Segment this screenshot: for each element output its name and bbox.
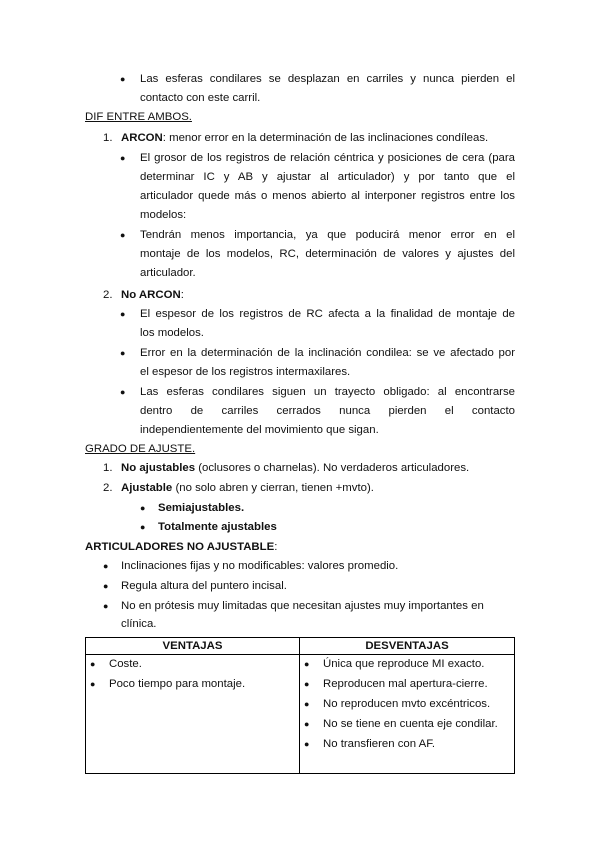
- grado-number-1: 1.: [103, 462, 113, 474]
- grado-item-2: Ajustable (no solo abren y cierran, tienen +mvto).: [121, 482, 374, 494]
- no-ajust-heading: ARTICULADORES NO AJUSTABLE:: [85, 541, 278, 553]
- bullet-dot: ●: [140, 522, 146, 532]
- ventaja-item: Coste.: [109, 658, 142, 670]
- arcon-b1-l3: articulador quede más o menos abierto al interponer registros entre los: [140, 190, 515, 202]
- arcon-b1-l2: determinar IC y AB y ajustar al articulador) y por tanto que el: [140, 171, 515, 183]
- no-arcon-b3-l2: dentro de carriles cerrados nunca pierden el contacto: [140, 405, 515, 417]
- no-ajust-b3-l1: No en prótesis muy limitadas que necesitan ajustes muy importantes en: [121, 600, 484, 612]
- bullet-dot: ●: [304, 719, 310, 729]
- no-arcon-b3-l1: Las esferas condilares siguen un trayecto obligado: al encontrarse: [140, 386, 515, 398]
- desventaja-item: No transfieren con AF.: [323, 738, 436, 750]
- arcon-b1-l1: El grosor de los registros de relación céntrica y posiciones de cera (para: [140, 152, 515, 164]
- no-arcon-item: No ARCON:: [121, 289, 184, 301]
- grado-sub-2: Totalmente ajustables: [158, 521, 277, 533]
- arcon-b2-l2: montaje de los modelos, RC, determinación de valores y ajustes del: [140, 248, 515, 260]
- arcon-b1-l4: modelos:: [140, 209, 187, 221]
- bullet-dot: ●: [120, 74, 126, 84]
- no-arcon-b1-l1: El espesor de los registros de RC afecta a la finalidad de montaje de: [140, 308, 515, 320]
- grado-item-1: No ajustables (oclusores o charnelas). No verdaderos articuladores.: [121, 462, 470, 474]
- bullet-dot: ●: [120, 387, 126, 397]
- arcon-b2-l3: articulador.: [140, 267, 196, 279]
- bullet-dot: ●: [120, 230, 126, 240]
- dif-heading: DIF ENTRE AMBOS.: [85, 111, 192, 123]
- desventajas-cell: [300, 655, 515, 774]
- ventajas-cell: [86, 655, 300, 774]
- ventajas-header: VENTAJAS: [86, 638, 300, 655]
- desventaja-item: Reproducen mal apertura-cierre.: [323, 678, 488, 690]
- ventajas-table: [85, 637, 515, 774]
- grado-sub-1: Semiajustables.: [158, 502, 245, 514]
- bullet-dot: ●: [304, 739, 310, 749]
- desventaja-item: No se tiene en cuenta eje condilar.: [323, 718, 498, 730]
- bullet-dot: ●: [120, 309, 126, 319]
- intro-line-2: contacto con este carril.: [140, 92, 261, 104]
- bullet-dot: ●: [304, 679, 310, 689]
- no-ajust-b3-l2: clínica.: [121, 618, 157, 630]
- desventajas-header: DESVENTAJAS: [300, 638, 515, 655]
- bullet-dot: ●: [304, 659, 310, 669]
- arcon-number: 1.: [103, 132, 113, 144]
- no-arcon-number: 2.: [103, 289, 113, 301]
- bullet-dot: ●: [120, 348, 126, 358]
- bullet-dot: ●: [90, 659, 96, 669]
- intro-line-1: Las esferas condilares se desplazan en carriles y nunca pierden el: [140, 73, 515, 85]
- bullet-dot: ●: [103, 561, 109, 571]
- no-arcon-b2-l1: Error en la determinación de la inclinación condilea: se ve afectado por: [140, 347, 515, 359]
- desventaja-item: No reproducen mvto excéntricos.: [323, 698, 491, 710]
- no-arcon-b1-l2: los modelos.: [140, 327, 204, 339]
- no-arcon-b2-l2: el espesor de los registros intermaxilares.: [140, 366, 351, 378]
- desventaja-item: Única que reproduce MI exacto.: [323, 658, 485, 670]
- no-ajust-b2: Regula altura del puntero incisal.: [121, 580, 287, 592]
- bullet-dot: ●: [120, 153, 126, 163]
- grado-heading: GRADO DE AJUSTE.: [85, 443, 196, 455]
- arcon-b2-l1: Tendrán menos importancia, ya que poducirá menor error en el: [140, 229, 515, 241]
- no-arcon-b3-l3: independientemente del movimiento que sigan.: [140, 424, 379, 436]
- bullet-dot: ●: [140, 503, 146, 513]
- bullet-dot: ●: [304, 699, 310, 709]
- bullet-dot: ●: [103, 601, 109, 611]
- grado-number-2: 2.: [103, 482, 113, 494]
- arcon-item: ARCON: menor error en la determinación de las inclinaciones condíleas.: [121, 132, 489, 144]
- bullet-dot: ●: [90, 679, 96, 689]
- ventaja-item: Poco tiempo para montaje.: [109, 678, 246, 690]
- no-ajust-b1: Inclinaciones fijas y no modificables: valores promedio.: [121, 560, 399, 572]
- bullet-dot: ●: [103, 581, 109, 591]
